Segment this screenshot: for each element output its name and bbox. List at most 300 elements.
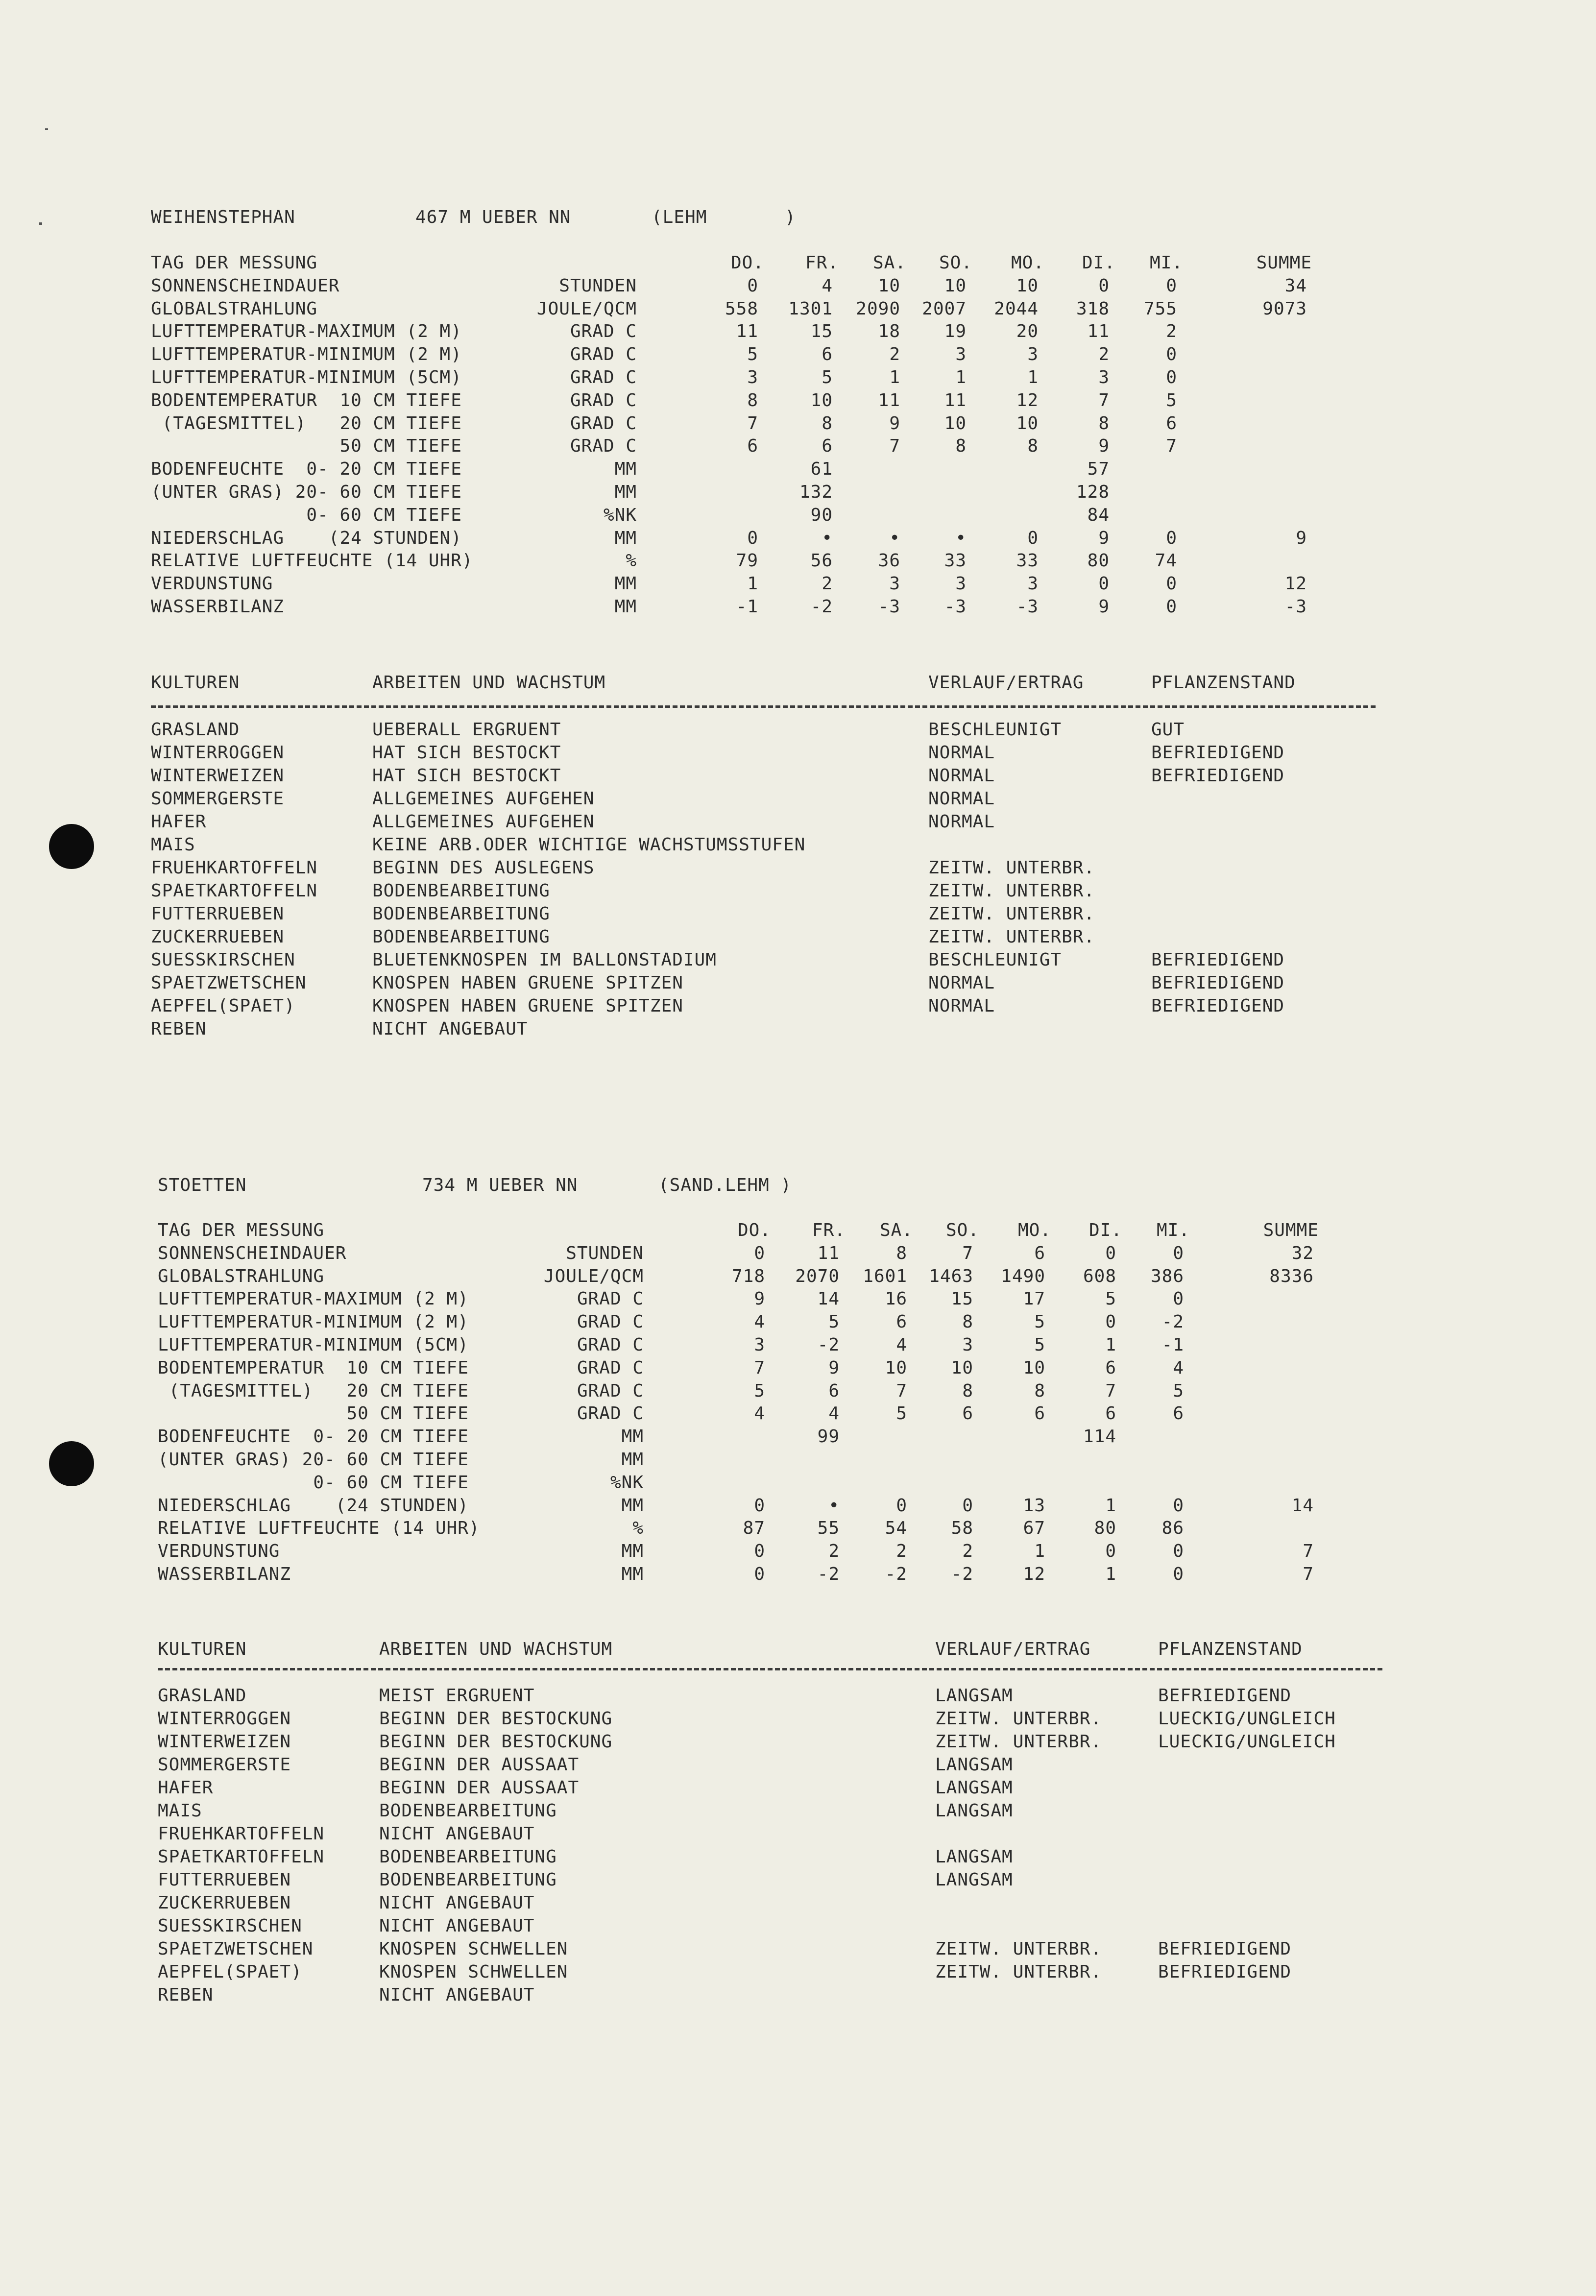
measurement-value: 0	[1166, 528, 1177, 548]
measurement-value: 2	[896, 1541, 907, 1562]
paper-speck	[45, 128, 48, 130]
measurement-value: 6	[828, 1380, 840, 1401]
measurement-value: 20	[1016, 321, 1039, 342]
measurement-value: 6	[1034, 1243, 1045, 1263]
measurement-value: -2	[817, 1564, 840, 1584]
measurement-label: NIEDERSCHLAG (24 STUNDEN)	[151, 528, 462, 548]
measurement-value: 7	[754, 1357, 765, 1378]
crop-course: ZEITW. UNTERBR.	[928, 858, 1095, 878]
measurement-value: -1	[736, 597, 758, 617]
measurement-value: 9	[1098, 528, 1110, 548]
measurement-value: -3	[944, 597, 967, 617]
measurement-value: 90	[810, 505, 833, 525]
measurement-value: 3	[1027, 574, 1039, 594]
crop-work: NICHT ANGEBAUT	[379, 1985, 535, 2005]
measurement-value: 0	[896, 1495, 907, 1516]
measurement-label: BODENTEMPERATUR 10 CM TIEFE	[151, 390, 462, 411]
crop-course: ZEITW. UNTERBR.	[928, 927, 1095, 947]
station-soil: (LEHM )	[652, 207, 796, 227]
measurement-value: 0	[1173, 1289, 1184, 1309]
measurement-value: 5	[1166, 390, 1177, 411]
measurement-value: 4	[754, 1312, 765, 1332]
measurement-value: •	[889, 528, 900, 548]
crop-column-header: KULTUREN	[158, 1639, 247, 1659]
measurement-value: 61	[810, 459, 833, 480]
crop-name: ZUCKERRUEBEN	[151, 927, 285, 947]
measurement-value: 3	[955, 344, 967, 365]
measurement-value: 7	[889, 436, 900, 457]
crop-name: WINTERROGGEN	[158, 1709, 291, 1729]
measurement-value: 14	[817, 1289, 840, 1309]
measurement-label: 0- 60 CM TIEFE	[158, 1472, 469, 1493]
measurement-sum: 9	[1296, 528, 1307, 548]
measurement-label: WASSERBILANZ	[151, 597, 285, 617]
measurement-value: 4	[1173, 1357, 1184, 1378]
crop-column-header: PFLANZENSTAND	[1158, 1639, 1303, 1659]
day-header: SA.	[879, 1220, 913, 1240]
crop-course: ZEITW. UNTERBR.	[935, 1962, 1102, 1982]
day-header: FR.	[812, 1220, 846, 1240]
measurement-label: (TAGESMITTEL) 20 CM TIEFE	[158, 1380, 469, 1401]
measurement-unit: GRAD C	[577, 1380, 644, 1401]
measurement-unit: GRAD C	[577, 1335, 644, 1355]
measurement-label: SONNENSCHEINDAUER	[158, 1243, 347, 1263]
measurement-value: 74	[1155, 551, 1177, 571]
crop-course: NORMAL	[928, 973, 995, 993]
measurement-unit: MM	[621, 1564, 644, 1584]
measurement-value: 6	[822, 344, 833, 365]
crop-work: BEGINN DES AUSLEGENS	[372, 858, 595, 878]
measurement-value: 0	[754, 1564, 765, 1584]
crop-column-header: KULTUREN	[151, 673, 240, 693]
measurement-value: 11	[878, 390, 900, 411]
measurement-value: 2007	[922, 298, 967, 319]
crop-stand: BEFRIEDIGEND	[1158, 1686, 1292, 1706]
measurement-value: 15	[810, 321, 833, 342]
crop-work: BODENBEARBEITUNG	[372, 881, 550, 901]
measurement-label: NIEDERSCHLAG (24 STUNDEN)	[158, 1495, 469, 1516]
measurement-value: 9	[828, 1357, 840, 1378]
crop-work: HAT SICH BESTOCKT	[372, 766, 561, 786]
crop-course: NORMAL	[928, 789, 995, 809]
measurement-value: 8	[822, 413, 833, 434]
measurement-unit: GRAD C	[570, 344, 637, 365]
measurement-value: 8	[747, 390, 758, 411]
station-name: STOETTEN	[158, 1175, 247, 1195]
measurement-value: 33	[944, 551, 967, 571]
measurement-value: 2	[962, 1541, 973, 1562]
measurement-value: 99	[817, 1426, 840, 1447]
crop-name: REBEN	[158, 1985, 214, 2005]
crop-course: ZEITW. UNTERBR.	[928, 904, 1095, 924]
measurement-value: 4	[828, 1403, 840, 1424]
measurement-value: 7	[1166, 436, 1177, 457]
day-header: DO.	[737, 1220, 771, 1240]
crop-name: SPAETKARTOFFELN	[158, 1847, 325, 1867]
measurement-value: 10	[878, 275, 900, 296]
measurement-unit: MM	[621, 1426, 644, 1447]
measurement-value: 558	[725, 298, 758, 319]
crop-name: FRUEHKARTOFFELN	[158, 1824, 325, 1844]
crop-work: BODENBEARBEITUNG	[379, 1870, 557, 1890]
measurement-value: 10	[944, 413, 967, 434]
crop-work: BEGINN DER BESTOCKUNG	[379, 1709, 613, 1729]
measurement-label: GLOBALSTRAHLUNG	[151, 298, 318, 319]
crop-name: SOMMERGERSTE	[151, 789, 285, 809]
measurement-value: 1	[1105, 1495, 1116, 1516]
measurement-value: -2	[810, 597, 833, 617]
measurement-label: 50 CM TIEFE	[158, 1403, 469, 1424]
measurement-value: 56	[810, 551, 833, 571]
measurement-value: 8	[955, 436, 967, 457]
measurement-sum: 9073	[1262, 298, 1307, 319]
measurement-value: 6	[962, 1403, 973, 1424]
crop-work: NICHT ANGEBAUT	[379, 1893, 535, 1913]
measurement-value: 0	[754, 1243, 765, 1263]
day-header: DO.	[730, 253, 764, 273]
measurement-value: 2070	[795, 1266, 840, 1286]
crop-course: LANGSAM	[935, 1686, 1013, 1706]
measurement-sum: 8336	[1269, 1266, 1314, 1286]
measurement-value: 0	[1105, 1541, 1116, 1562]
measurement-value: 87	[743, 1518, 765, 1539]
crop-column-header: ARBEITEN UND WACHSTUM	[379, 1639, 613, 1659]
crop-work: BODENBEARBEITUNG	[379, 1847, 557, 1867]
measurement-unit: GRAD C	[570, 367, 637, 387]
crop-name: FUTTERRUEBEN	[158, 1870, 291, 1890]
measurement-label: VERDUNSTUNG	[151, 574, 273, 594]
crop-name: FUTTERRUEBEN	[151, 904, 285, 924]
day-header: SA.	[872, 253, 906, 273]
measurement-unit: MM	[621, 1541, 644, 1562]
crop-work: NICHT ANGEBAUT	[379, 1916, 535, 1936]
station-elevation: 734 M UEBER NN	[422, 1175, 578, 1195]
measurement-unit: GRAD C	[570, 321, 637, 342]
crop-work: NICHT ANGEBAUT	[372, 1019, 528, 1039]
crop-work: KEINE ARB.ODER WICHTIGE WACHSTUMSSTUFEN	[372, 835, 806, 855]
measurement-value: 3	[1098, 367, 1110, 387]
measurement-value: 0	[1027, 528, 1039, 548]
measurement-value: 11	[736, 321, 758, 342]
crop-course: BESCHLEUNIGT	[928, 720, 1062, 740]
measurement-label: RELATIVE LUFTFEUCHTE (14 UHR)	[151, 551, 473, 571]
measurement-value: 58	[951, 1518, 973, 1539]
measurement-value: 17	[1023, 1289, 1045, 1309]
crop-column-header: ARBEITEN UND WACHSTUM	[372, 673, 606, 693]
crop-work: BEGINN DER AUSSAAT	[379, 1778, 580, 1798]
measurement-label: (UNTER GRAS) 20- 60 CM TIEFE	[151, 482, 462, 502]
measurement-label: 0- 60 CM TIEFE	[151, 505, 462, 525]
measurement-value: 79	[736, 551, 758, 571]
crop-name: AEPFEL(SPAET)	[158, 1962, 302, 1982]
measurement-value: 7	[962, 1243, 973, 1263]
measurement-value: •	[828, 1495, 840, 1516]
measurement-value: 3	[889, 574, 900, 594]
measurement-value: 608	[1083, 1266, 1116, 1286]
measurement-unit: MM	[621, 1495, 644, 1516]
measurement-value: 5	[1034, 1335, 1045, 1355]
measurement-value: 0	[962, 1495, 973, 1516]
measurement-label: 50 CM TIEFE	[151, 436, 462, 457]
measurement-value: 67	[1023, 1518, 1045, 1539]
measurement-value: 0	[1166, 367, 1177, 387]
measurement-value: 10	[951, 1357, 973, 1378]
day-header: MI.	[1149, 253, 1183, 273]
measurement-value: 0	[1173, 1495, 1184, 1516]
crop-stand: BEFRIEDIGEND	[1151, 973, 1285, 993]
crop-name: FRUEHKARTOFFELN	[151, 858, 318, 878]
measurement-unit: MM	[614, 597, 637, 617]
crop-work: BODENBEARBEITUNG	[372, 904, 550, 924]
measurement-value: 1463	[929, 1266, 973, 1286]
crop-work: MEIST ERGRUENT	[379, 1686, 535, 1706]
measurement-unit: GRAD C	[570, 413, 637, 434]
crop-name: WINTERWEIZEN	[151, 766, 285, 786]
measurement-value: -2	[951, 1564, 973, 1584]
measurement-sum: 14	[1291, 1495, 1314, 1516]
measurement-label: BODENFEUCHTE 0- 20 CM TIEFE	[158, 1426, 469, 1447]
punch-hole-top	[49, 824, 94, 869]
day-header: SO.	[945, 1220, 979, 1240]
measurement-value: 0	[1166, 344, 1177, 365]
crop-column-header: PFLANZENSTAND	[1151, 673, 1296, 693]
crop-name: MAIS	[158, 1801, 202, 1821]
measurement-value: 10	[1023, 1357, 1045, 1378]
measurement-value: 2	[822, 574, 833, 594]
crop-name: SUESSKIRSCHEN	[151, 950, 295, 970]
measurement-label: LUFTTEMPERATUR-MAXIMUM (2 M)	[158, 1289, 469, 1309]
crop-course: BESCHLEUNIGT	[928, 950, 1062, 970]
station-name: WEIHENSTEPHAN	[151, 207, 295, 227]
crop-name: REBEN	[151, 1019, 207, 1039]
measurement-value: 0	[747, 275, 758, 296]
measurement-value: 0	[1105, 1243, 1116, 1263]
measurement-value: 9	[1098, 597, 1110, 617]
crop-work: BODENBEARBEITUNG	[379, 1801, 557, 1821]
measurement-value: 6	[1034, 1403, 1045, 1424]
crop-stand: BEFRIEDIGEND	[1158, 1962, 1292, 1982]
measurement-value: 33	[1016, 551, 1039, 571]
day-header: MI.	[1156, 1220, 1190, 1240]
measurement-label: TAG DER MESSUNG	[151, 253, 318, 273]
measurement-label: LUFTTEMPERATUR-MINIMUM (2 M)	[158, 1312, 469, 1332]
crop-work: KNOSPEN SCHWELLEN	[379, 1962, 568, 1982]
measurement-value: 19	[944, 321, 967, 342]
measurement-label: RELATIVE LUFTFEUCHTE (14 UHR)	[158, 1518, 480, 1539]
measurement-value: 36	[878, 551, 900, 571]
measurement-value: 4	[754, 1403, 765, 1424]
crop-work: KNOSPEN SCHWELLEN	[379, 1939, 568, 1959]
crop-stand: BEFRIEDIGEND	[1151, 950, 1285, 970]
crop-work: BEGINN DER AUSSAAT	[379, 1755, 580, 1775]
measurement-value: 0	[1166, 597, 1177, 617]
measurement-value: 3	[1027, 344, 1039, 365]
measurement-unit: STUNDEN	[566, 1243, 644, 1263]
measurement-value: 4	[822, 275, 833, 296]
measurement-value: 15	[951, 1289, 973, 1309]
crop-stand: LUECKIG/UNGLEICH	[1158, 1732, 1336, 1752]
crop-work: HAT SICH BESTOCKT	[372, 743, 561, 763]
measurement-value: 1	[955, 367, 967, 387]
measurement-value: 0	[1166, 275, 1177, 296]
measurement-value: 1601	[863, 1266, 907, 1286]
measurement-value: 0	[1173, 1243, 1184, 1263]
measurement-label: LUFTTEMPERATUR-MINIMUM (5CM)	[151, 367, 462, 387]
measurement-value: 9	[889, 413, 900, 434]
measurement-value: 84	[1087, 505, 1110, 525]
measurement-value: 3	[754, 1335, 765, 1355]
measurement-label: LUFTTEMPERATUR-MAXIMUM (2 M)	[151, 321, 462, 342]
measurement-sum: 7	[1303, 1541, 1314, 1562]
measurement-value: 4	[896, 1335, 907, 1355]
measurement-value: 1	[1105, 1335, 1116, 1355]
crop-name: HAFER	[158, 1778, 214, 1798]
measurement-value: 0	[1173, 1564, 1184, 1584]
crop-column-header: VERLAUF/ERTRAG	[935, 1639, 1091, 1659]
crop-work: ALLGEMEINES AUFGEHEN	[372, 812, 595, 832]
measurement-value: 5	[747, 344, 758, 365]
measurement-value: 18	[878, 321, 900, 342]
measurement-value: 1	[747, 574, 758, 594]
crop-course: NORMAL	[928, 766, 995, 786]
crop-work: BODENBEARBEITUNG	[372, 927, 550, 947]
crop-name: WINTERROGGEN	[151, 743, 285, 763]
measurement-sum: 32	[1291, 1243, 1314, 1263]
measurement-unit: MM	[621, 1450, 644, 1470]
measurement-value: 132	[799, 482, 833, 502]
measurement-value: 2	[889, 344, 900, 365]
measurement-value: 8	[962, 1312, 973, 1332]
crop-course: NORMAL	[928, 743, 995, 763]
crop-name: MAIS	[151, 835, 195, 855]
measurement-unit: %NK	[610, 1472, 644, 1493]
measurement-value: 0	[1105, 1312, 1116, 1332]
measurement-unit: GRAD C	[570, 436, 637, 457]
measurement-value: 0	[754, 1541, 765, 1562]
measurement-unit: GRAD C	[577, 1289, 644, 1309]
measurement-unit: GRAD C	[570, 390, 637, 411]
measurement-value: 10	[1016, 413, 1039, 434]
measurement-value: 0	[1098, 574, 1110, 594]
summe-header: SUMME	[1263, 1220, 1319, 1240]
measurement-value: 5	[1105, 1289, 1116, 1309]
measurement-value: -2	[1161, 1312, 1184, 1332]
measurement-value: 2	[828, 1541, 840, 1562]
measurement-value: 0	[754, 1495, 765, 1516]
station-elevation: 467 M UEBER NN	[415, 207, 571, 227]
measurement-value: 9	[754, 1289, 765, 1309]
day-header: SO.	[939, 253, 972, 273]
crop-work: KNOSPEN HABEN GRUENE SPITZEN	[372, 996, 683, 1016]
crop-course: LANGSAM	[935, 1755, 1013, 1775]
measurement-sum: 7	[1303, 1564, 1314, 1584]
measurement-value: 8	[1027, 436, 1039, 457]
measurement-unit: GRAD C	[577, 1403, 644, 1424]
crop-course: LANGSAM	[935, 1778, 1013, 1798]
measurement-value: 0	[747, 528, 758, 548]
measurement-value: 10	[810, 390, 833, 411]
crop-work: KNOSPEN HABEN GRUENE SPITZEN	[372, 973, 683, 993]
measurement-value: 6	[747, 436, 758, 457]
measurement-unit: %NK	[603, 505, 637, 525]
crop-course: LANGSAM	[935, 1847, 1013, 1867]
measurement-label: TAG DER MESSUNG	[158, 1220, 325, 1240]
measurement-value: 7	[896, 1380, 907, 1401]
crop-course: NORMAL	[928, 996, 995, 1016]
crop-stand: BEFRIEDIGEND	[1158, 1939, 1292, 1959]
measurement-value: 6	[1105, 1357, 1116, 1378]
crop-course: LANGSAM	[935, 1801, 1013, 1821]
measurement-label: (UNTER GRAS) 20- 60 CM TIEFE	[158, 1450, 469, 1470]
crop-course: LANGSAM	[935, 1870, 1013, 1890]
measurement-value: 5	[896, 1403, 907, 1424]
measurement-value: 318	[1076, 298, 1110, 319]
measurement-value: 5	[1173, 1380, 1184, 1401]
paper-speck	[39, 222, 42, 225]
measurement-value: 8	[896, 1243, 907, 1263]
measurement-label: WASSERBILANZ	[158, 1564, 291, 1584]
measurement-unit: MM	[614, 574, 637, 594]
measurement-value: 718	[731, 1266, 765, 1286]
measurement-value: -3	[1016, 597, 1039, 617]
measurement-value: 3	[962, 1335, 973, 1355]
measurement-value: 12	[1016, 390, 1039, 411]
measurement-unit: STUNDEN	[559, 275, 637, 296]
measurement-value: 1	[1105, 1564, 1116, 1584]
measurement-label: BODENFEUCHTE 0- 20 CM TIEFE	[151, 459, 462, 480]
measurement-value: 1	[1027, 367, 1039, 387]
measurement-label: BODENTEMPERATUR 10 CM TIEFE	[158, 1357, 469, 1378]
measurement-value: 386	[1150, 1266, 1184, 1286]
measurement-value: 11	[1087, 321, 1110, 342]
measurement-unit: %	[632, 1518, 644, 1539]
measurement-value: 80	[1094, 1518, 1116, 1539]
measurement-value: 7	[747, 413, 758, 434]
day-header: DI.	[1082, 253, 1115, 273]
crop-work: UEBERALL ERGRUENT	[372, 720, 561, 740]
measurement-unit: %	[626, 551, 637, 571]
measurement-value: 1	[889, 367, 900, 387]
measurement-value: 13	[1023, 1495, 1045, 1516]
measurement-value: 86	[1161, 1518, 1184, 1539]
measurement-value: 1	[1034, 1541, 1045, 1562]
measurement-label: VERDUNSTUNG	[158, 1541, 280, 1562]
measurement-value: 114	[1083, 1426, 1116, 1447]
measurement-value: -2	[817, 1335, 840, 1355]
measurement-value: 3	[955, 574, 967, 594]
measurement-label: LUFTTEMPERATUR-MINIMUM (5CM)	[158, 1335, 469, 1355]
crop-work: BLUETENKNOSPEN IM BALLONSTADIUM	[372, 950, 717, 970]
crop-name: AEPFEL(SPAET)	[151, 996, 295, 1016]
crop-name: GRASLAND	[158, 1686, 247, 1706]
crop-name: SOMMERGERSTE	[158, 1755, 291, 1775]
crop-name: SPAETKARTOFFELN	[151, 881, 318, 901]
measurement-unit: GRAD C	[577, 1312, 644, 1332]
punch-hole-bottom	[49, 1441, 94, 1486]
crop-course: ZEITW. UNTERBR.	[935, 1709, 1102, 1729]
measurement-value: 2090	[856, 298, 900, 319]
day-header: FR.	[805, 253, 839, 273]
dashed-separator	[158, 1668, 1382, 1670]
crop-stand: BEFRIEDIGEND	[1151, 766, 1285, 786]
crop-name: SPAETZWETSCHEN	[151, 973, 307, 993]
measurement-label: SONNENSCHEINDAUER	[151, 275, 340, 296]
station-soil: (SAND.LEHM )	[658, 1175, 792, 1195]
crop-work: NICHT ANGEBAUT	[379, 1824, 535, 1844]
measurement-value: 16	[885, 1289, 907, 1309]
measurement-value: 0	[1173, 1541, 1184, 1562]
measurement-label: LUFTTEMPERATUR-MINIMUM (2 M)	[151, 344, 462, 365]
